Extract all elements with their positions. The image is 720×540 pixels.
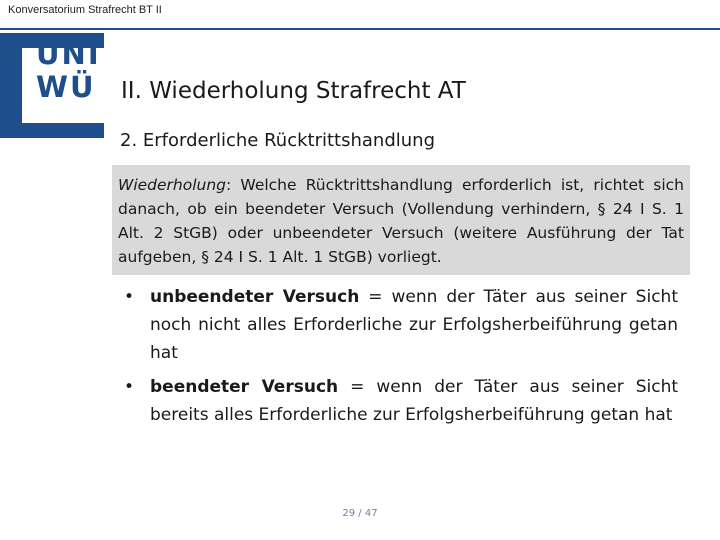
logo-text-line-1: UNI bbox=[36, 37, 101, 71]
list-item bbox=[118, 283, 678, 367]
slide-subtitle: 2. Erforderliche Rücktrittshandlung bbox=[120, 130, 435, 151]
list-item bbox=[118, 373, 678, 429]
definition-text: = wenn der Täter aus seiner Sicht bereits alles Erforderliche zur Erfolgsherbeiführung getan hat bbox=[150, 377, 679, 425]
definition-term: beendeter Versuch bbox=[150, 377, 339, 397]
course-title: Konversatorium Strafrecht BT II bbox=[8, 4, 162, 16]
definition-list bbox=[118, 283, 678, 435]
page-number: 29 / 47 bbox=[342, 508, 378, 519]
definition-term: unbeendeter Versuch bbox=[150, 287, 360, 307]
university-logo bbox=[0, 33, 104, 138]
header-divider bbox=[0, 28, 720, 30]
recap-text: : Welche Rücktrittshandlung erforderlich ist, richtet sich danach, ob ein beendeter Versuch (Vollendung verhindern, § 24 I S. 1 Alt. 2 StGB) oder unbeendeter Versuch (weitere Ausführung der Tat aufgeben, § 24 I S. 1 Alt. 1 StGB) vorliegt. bbox=[118, 176, 684, 266]
bullet-icon: • bbox=[124, 377, 135, 397]
recap-box bbox=[112, 165, 690, 275]
logo-text-line-2: WÜ bbox=[36, 70, 96, 104]
bullet-icon: • bbox=[124, 287, 135, 307]
slide-title: II. Wiederholung Strafrecht AT bbox=[121, 78, 466, 104]
definition-text: = wenn der Täter aus seiner Sicht noch nicht alles Erforderliche zur Erfolgsherbeiführung getan hat bbox=[150, 287, 678, 363]
recap-label: Wiederholung bbox=[118, 176, 227, 194]
